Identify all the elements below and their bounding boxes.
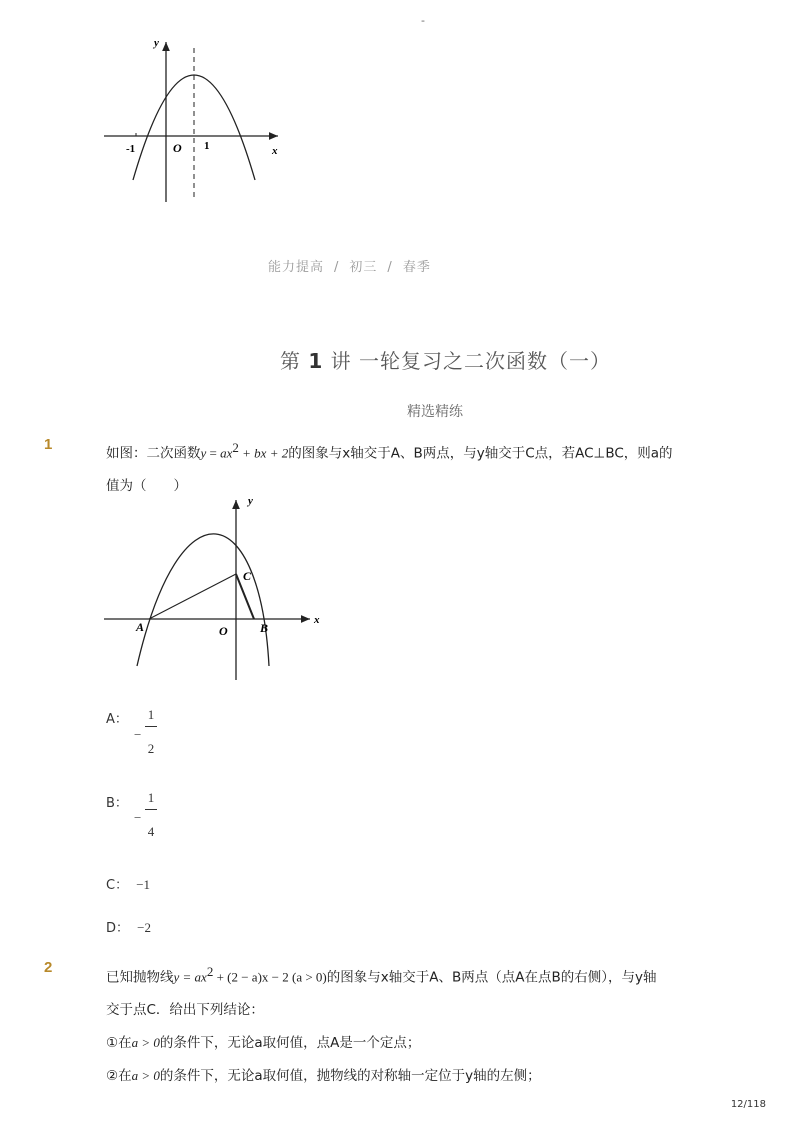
- q1-formula-rest: + bx + 2: [238, 445, 289, 461]
- breadcrumb: [268, 256, 431, 275]
- origin-label: O: [219, 624, 228, 638]
- option-c-label: C：: [106, 878, 129, 893]
- y-axis-label: y: [154, 37, 159, 49]
- question-1-line-1: [106, 440, 673, 462]
- option-b[interactable]: [106, 792, 128, 811]
- tick-1-label: 1: [204, 140, 210, 152]
- question-2-conclusion-1: [106, 1031, 420, 1051]
- question-number-1: 1: [44, 436, 53, 453]
- option-a-denominator: 2: [147, 741, 155, 756]
- q2-c2-prefix: ②在: [106, 1068, 132, 1084]
- breadcrumb-separator: /: [387, 260, 393, 275]
- option-c[interactable]: [106, 874, 150, 893]
- parabola-curve: [133, 75, 255, 180]
- title-number: 1: [308, 349, 324, 373]
- point-B-label: B: [260, 621, 269, 635]
- option-b-label: B：: [106, 796, 128, 811]
- q1-text-after: 的图象与x轴交于A、B两点，与y轴交于C点，若AC⊥BC，则a的: [288, 445, 673, 462]
- page-number: 12/118: [730, 1099, 766, 1110]
- q2-c1-prefix: ①在: [106, 1035, 132, 1051]
- parabola-curve: [137, 534, 269, 666]
- question-number-2: 2: [44, 959, 53, 976]
- origin-label: O: [173, 141, 182, 155]
- option-a[interactable]: [106, 708, 128, 727]
- q2-formula-rest: + (2 − a)x − 2 (a > 0): [213, 969, 327, 985]
- q2-text-before: 已知抛物线: [106, 969, 174, 986]
- tick-neg1-label: -1: [126, 143, 136, 155]
- question-2-line-1: [106, 964, 656, 986]
- figure-parabola-1: [100, 30, 290, 205]
- option-c-value: −1: [136, 877, 151, 892]
- x-axis-label: x: [314, 614, 320, 626]
- q2-c1-condition: a > 0: [131, 1035, 160, 1050]
- breadcrumb-season: 春季: [402, 260, 431, 275]
- section-title: 精选精练: [407, 404, 463, 420]
- x-axis-label: x: [272, 145, 278, 157]
- option-a-fraction: [145, 707, 157, 757]
- q1-formula-y: y: [200, 445, 207, 461]
- fraction-bar: [145, 809, 157, 810]
- q2-c2-text: 的条件下，无论a取何值，抛物线的对称轴一定位于y轴的左侧；: [159, 1068, 541, 1084]
- q2-c1-text: 的条件下，无论a取何值，点A是一个定点；: [159, 1035, 421, 1051]
- q1-text-before: 如图：二次函数: [106, 445, 201, 462]
- option-b-fraction: [145, 790, 157, 840]
- page-title: [280, 345, 611, 374]
- q1-formula-eq: =: [206, 445, 221, 461]
- option-a-numerator: 1: [147, 707, 155, 722]
- option-a-label: A：: [106, 712, 128, 727]
- question-2-line-2: 交于点C．给出下列结论：: [106, 1002, 264, 1018]
- title-text: 讲 一轮复习之二次函数（一）: [330, 349, 611, 373]
- q2-text-after: 的图象与x轴交于A、B两点（点A在点B的右侧），与y轴: [326, 969, 657, 986]
- question-2-conclusion-2: [106, 1064, 541, 1084]
- point-C-label: C: [243, 569, 252, 583]
- title-prefix: 第: [280, 349, 301, 373]
- option-d-value: −2: [137, 920, 151, 935]
- q1-formula-ax: ax: [220, 445, 233, 461]
- option-d[interactable]: [106, 917, 151, 936]
- option-a-sign: −: [134, 727, 142, 742]
- option-b-denominator: 4: [147, 824, 155, 839]
- point-A-label: A: [136, 620, 145, 634]
- option-b-sign: −: [134, 810, 142, 825]
- figure-parabola-2: [100, 490, 330, 685]
- question-1-line-2: 值为（ ）: [106, 478, 187, 494]
- option-b-numerator: 1: [147, 790, 155, 805]
- q2-c2-condition: a > 0: [131, 1068, 160, 1083]
- fraction-bar: [145, 726, 157, 727]
- breadcrumb-level: 能力提高: [268, 260, 325, 275]
- q2-formula: y = ax: [173, 969, 207, 985]
- top-mark: -: [421, 14, 425, 27]
- breadcrumb-separator: /: [334, 260, 340, 275]
- y-axis-label: y: [248, 495, 253, 507]
- segment-AC: [149, 574, 236, 619]
- q1-formula-exp: 2: [232, 440, 239, 455]
- option-d-label: D：: [106, 921, 130, 936]
- breadcrumb-grade: 初三: [349, 260, 378, 275]
- q2-formula-exp: 2: [206, 964, 214, 979]
